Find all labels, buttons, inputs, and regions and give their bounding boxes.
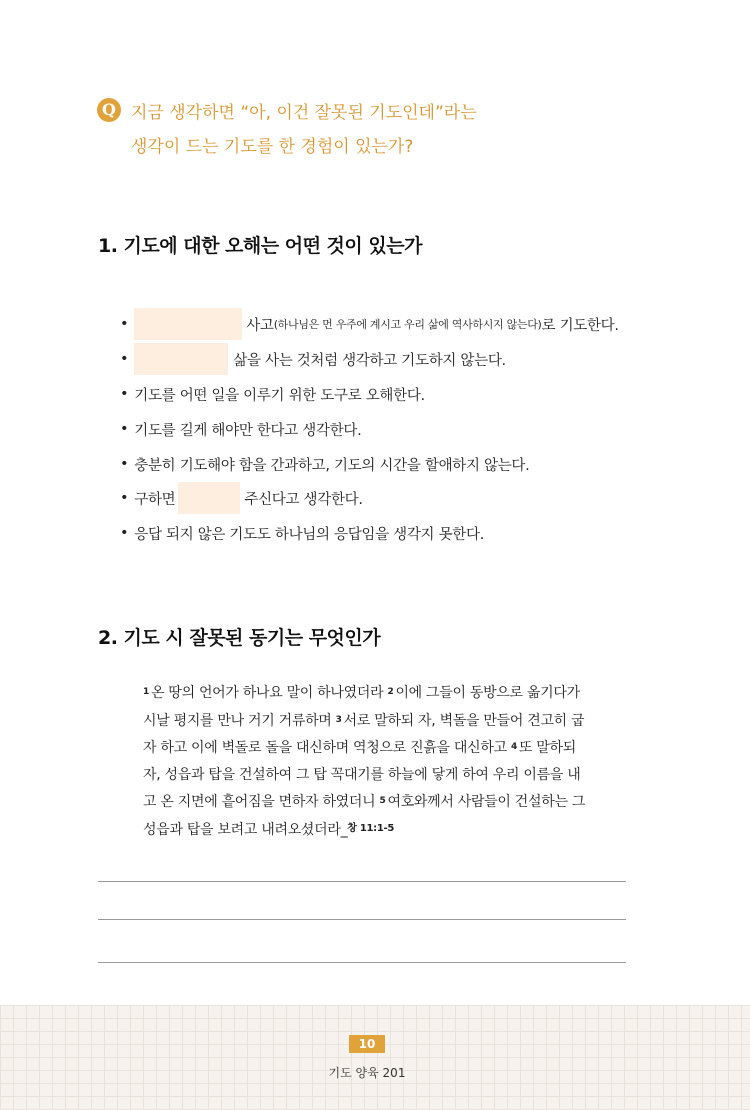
verse-text: 이에 그들이 동방으로 옮기다가 시날 평지를 만나 거기 거류하며 <box>143 685 580 729</box>
bullet-text: 응답 되지 않은 기도도 하나님의 응답임을 생각지 못한다. <box>134 526 484 543</box>
fill-in-blank[interactable] <box>134 308 242 340</box>
question-line-1: 지금 생각하면 “아, 이건 잘못된 기도인데”라는 <box>131 103 477 123</box>
bullet-item-5 <box>120 452 529 476</box>
bullet-text: 삶을 사는 것처럼 생각하고 기도하지 않는다. <box>233 352 506 369</box>
bullet-item-2 <box>120 347 506 371</box>
verse-text: 서로 말하되 자, 벽돌을 만들어 견고히 굽자 하고 이에 벽돌로 돌을 대신하며 역청으로 진흙을 대신하고 <box>143 712 585 756</box>
answer-line-3[interactable] <box>98 962 626 963</box>
verse-number: 5 <box>379 796 386 806</box>
bullet-text: 사고 <box>246 317 274 334</box>
bullet-text: 주신다고 생각한다. <box>244 491 363 508</box>
scripture-passage <box>143 679 593 843</box>
bullet-dot: • <box>120 386 129 402</box>
book-title: 기도 양육 201 <box>328 1066 406 1080</box>
verse-text: 또 말하되 자, 성읍과 탑을 건설하여 그 탑 꼭대기를 하늘에 닿게 하여 우리 이름을 내고 온 지면에 흩어짐을 면하자 하였더니 <box>143 740 581 810</box>
section-2-title: 2. 기도 시 잘못된 동기는 무엇인가 <box>98 627 381 649</box>
verse-text: 온 땅의 언어가 하나요 말이 하나였더라 <box>150 685 388 701</box>
page-number: 10 <box>349 1035 385 1053</box>
bullet-note: (하나님은 먼 우주에 계시고 우리 삶에 역사하시지 않는다) <box>273 318 542 331</box>
bullet-item-6 <box>120 486 363 510</box>
section-1-title: 1. 기도에 대한 오해는 어떤 것이 있는가 <box>98 235 422 257</box>
verse-number: 3 <box>335 714 342 725</box>
verse-number: 2 <box>387 687 394 697</box>
fill-in-blank[interactable] <box>134 343 228 375</box>
question-line-2: 생각이 드는 기도를 한 경험이 있는가? <box>131 137 414 157</box>
bullet-item-1 <box>120 312 619 336</box>
bullet-text: 충분히 기도해야 함을 간과하고, 기도의 시간을 할애하지 않는다. <box>134 457 530 474</box>
answer-line-2[interactable] <box>98 919 626 920</box>
scripture-reference: 창 11:1-5 <box>347 822 395 834</box>
bullet-dot: • <box>120 490 129 506</box>
bullet-dot: • <box>120 421 129 437</box>
fill-in-blank[interactable] <box>178 482 240 514</box>
bullet-dot: • <box>120 456 129 472</box>
bullet-item-7 <box>120 521 484 545</box>
bullet-item-4 <box>120 417 361 441</box>
footer-grid-background <box>0 1005 750 1110</box>
bullet-text: 로 기도한다. <box>541 317 619 334</box>
bullet-dot: • <box>120 525 129 541</box>
verse-number: 4 <box>510 742 517 752</box>
bullet-item-3 <box>120 382 425 406</box>
verse-number: 1 <box>143 687 149 697</box>
q-badge-icon: Q <box>97 98 121 122</box>
answer-line-1[interactable] <box>98 881 626 882</box>
bullet-dot: • <box>120 316 129 332</box>
bullet-dot: • <box>120 351 129 367</box>
verse-text: 여호와께서 사람들이 건설하는 그 성읍과 탑을 보려고 내려오셨더라_ <box>143 794 586 838</box>
bullet-text: 기도를 어떤 일을 이루기 위한 도구로 오해한다. <box>134 387 425 404</box>
bullet-text: 구하면 <box>134 491 176 508</box>
bullet-text: 기도를 길게 해야만 한다고 생각한다. <box>134 422 362 439</box>
